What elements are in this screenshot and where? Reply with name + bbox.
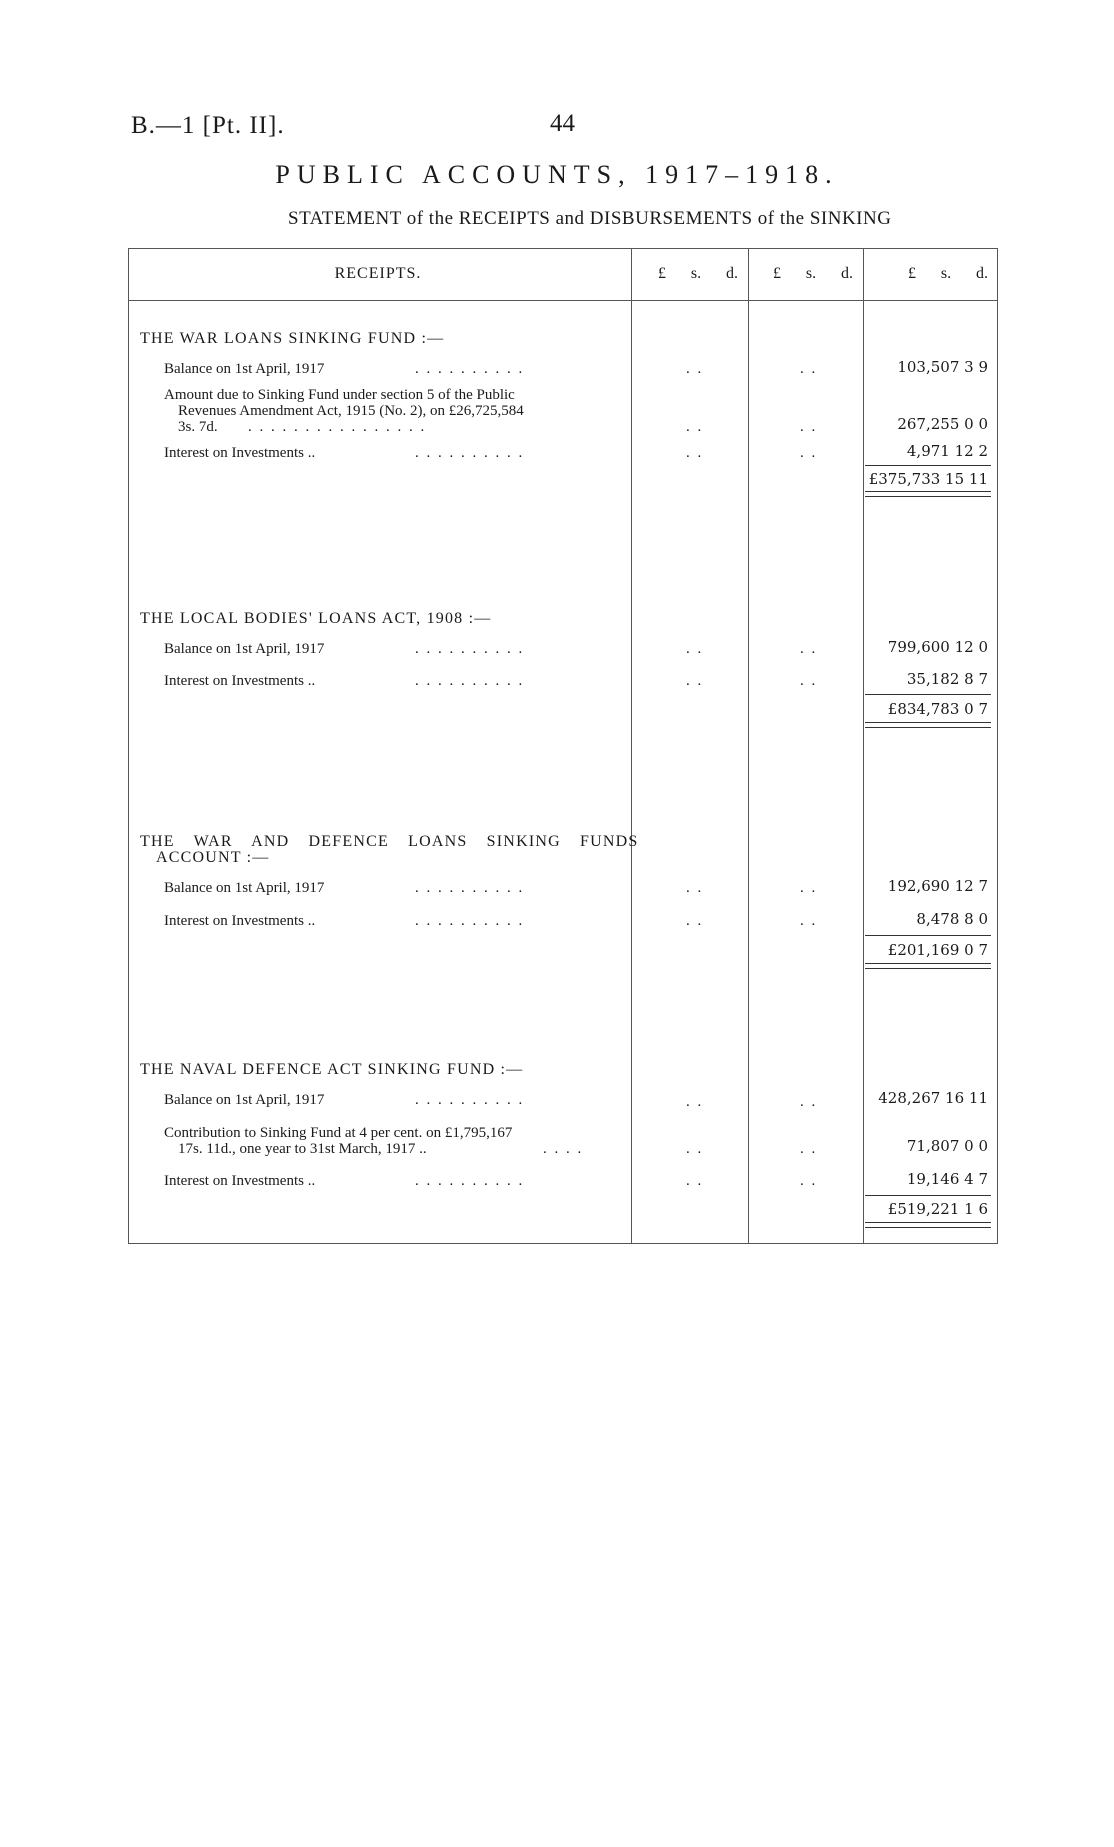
- amount: 19,146 4 7: [906, 1170, 988, 1188]
- amount: 267,255 0 0: [897, 415, 988, 433]
- subtotal-rule: [865, 935, 991, 936]
- section-title-continued: ACCOUNT :—: [156, 849, 270, 866]
- column-divider: [748, 248, 749, 1243]
- amount: 103,507 3 9: [897, 358, 988, 376]
- column-divider: [863, 248, 864, 1243]
- item-label-continued: Revenues Amendment Act, 1915 (No. 2), on £26,725,584: [178, 403, 524, 419]
- empty-cell: . .: [686, 1173, 704, 1189]
- empty-cell: . .: [686, 445, 704, 461]
- leader-dots: . . . . . . . . . .: [415, 361, 525, 377]
- leader-dots: . . . . . . . . . . . . . . . .: [248, 419, 427, 435]
- item-label: Interest on Investments ..: [164, 913, 316, 929]
- empty-cell: . .: [800, 1094, 818, 1110]
- empty-cell: . .: [686, 913, 704, 929]
- section-title-war-loans: THE WAR LOANS SINKING FUND :—: [140, 330, 445, 347]
- section-total: £375,733 15 11: [868, 470, 988, 488]
- total-double-rule: [865, 722, 991, 728]
- empty-cell: . .: [800, 445, 818, 461]
- total-double-rule: [865, 963, 991, 969]
- page-number: 44: [550, 110, 575, 137]
- amount: 4,971 12 2: [906, 442, 988, 460]
- header-bottom-rule: [128, 300, 998, 301]
- currency-header-1: £ s. d.: [658, 265, 738, 282]
- item-label-continued: 3s. 7d.: [178, 419, 218, 435]
- section-title-naval-defence: THE NAVAL DEFENCE ACT SINKING FUND :—: [140, 1061, 524, 1078]
- total-double-rule: [865, 491, 991, 497]
- currency-header-3: £ s. d.: [908, 265, 988, 282]
- leader-dots: . . . . . . . . . .: [415, 445, 525, 461]
- amount: 799,600 12 0: [887, 638, 988, 656]
- statement-subtitle: STATEMENT of the RECEIPTS and DISBURSEMENTS of the SINKING: [288, 208, 892, 229]
- item-label: Balance on 1st April, 1917: [164, 641, 325, 657]
- empty-cell: . .: [686, 1094, 704, 1110]
- subtotal-rule: [865, 694, 991, 695]
- section-total: £519,221 1 6: [887, 1200, 988, 1218]
- amount: 428,267 16 11: [878, 1089, 988, 1107]
- empty-cell: . .: [800, 641, 818, 657]
- amount: 8,478 8 0: [916, 910, 988, 928]
- document-reference: B.—1 [Pt. II].: [131, 112, 285, 139]
- leader-dots: . . . . . . . . . .: [415, 1092, 525, 1108]
- page-title: PUBLIC ACCOUNTS, 1917–1918.: [275, 160, 839, 189]
- empty-cell: . .: [800, 1141, 818, 1157]
- leader-dots: . . . . . . . . . .: [415, 673, 525, 689]
- leader-dots: . . . . . . . . . .: [415, 913, 525, 929]
- leader-dots: . . . .: [543, 1141, 584, 1157]
- section-title-war-and-defence: THE WAR AND DEFENCE LOANS SINKING FUNDS: [140, 833, 639, 850]
- empty-cell: . .: [800, 880, 818, 896]
- table-bottom-rule: [128, 1243, 998, 1244]
- column-divider: [631, 248, 632, 1243]
- item-label: Balance on 1st April, 1917: [164, 361, 325, 377]
- amount: 35,182 8 7: [906, 670, 988, 688]
- currency-header-2: £ s. d.: [773, 265, 853, 282]
- empty-cell: . .: [800, 673, 818, 689]
- table-left-border: [128, 248, 129, 1243]
- item-label: Amount due to Sinking Fund under section 5 of the Public: [164, 387, 515, 403]
- empty-cell: . .: [686, 880, 704, 896]
- receipts-column-header: RECEIPTS.: [334, 265, 422, 282]
- item-label: Balance on 1st April, 1917: [164, 880, 325, 896]
- item-label: Interest on Investments ..: [164, 1173, 316, 1189]
- empty-cell: . .: [800, 361, 818, 377]
- subtotal-rule: [865, 1195, 991, 1196]
- empty-cell: . .: [686, 673, 704, 689]
- total-double-rule: [865, 1222, 991, 1228]
- section-title-local-bodies: THE LOCAL BODIES' LOANS ACT, 1908 :—: [140, 610, 492, 627]
- empty-cell: . .: [686, 1141, 704, 1157]
- item-label: Interest on Investments ..: [164, 445, 316, 461]
- amount: 192,690 12 7: [887, 877, 988, 895]
- item-label: Interest on Investments ..: [164, 673, 316, 689]
- empty-cell: . .: [800, 419, 818, 435]
- empty-cell: . .: [686, 641, 704, 657]
- empty-cell: . .: [800, 913, 818, 929]
- empty-cell: . .: [686, 419, 704, 435]
- item-label-continued: 17s. 11d., one year to 31st March, 1917 ..: [178, 1141, 427, 1157]
- item-label: Contribution to Sinking Fund at 4 per cent. on £1,795,167: [164, 1125, 513, 1141]
- empty-cell: . .: [800, 1173, 818, 1189]
- subtotal-rule: [865, 465, 991, 466]
- leader-dots: . . . . . . . . . .: [415, 641, 525, 657]
- table-top-rule: [128, 248, 998, 249]
- amount: 71,807 0 0: [906, 1137, 988, 1155]
- empty-cell: . .: [686, 361, 704, 377]
- leader-dots: . . . . . . . . . .: [415, 880, 525, 896]
- item-label: Balance on 1st April, 1917: [164, 1092, 325, 1108]
- receipts-table: [128, 248, 998, 1243]
- table-right-border: [997, 248, 998, 1243]
- leader-dots: . . . . . . . . . .: [415, 1173, 525, 1189]
- section-total: £201,169 0 7: [887, 941, 988, 959]
- section-total: £834,783 0 7: [887, 700, 988, 718]
